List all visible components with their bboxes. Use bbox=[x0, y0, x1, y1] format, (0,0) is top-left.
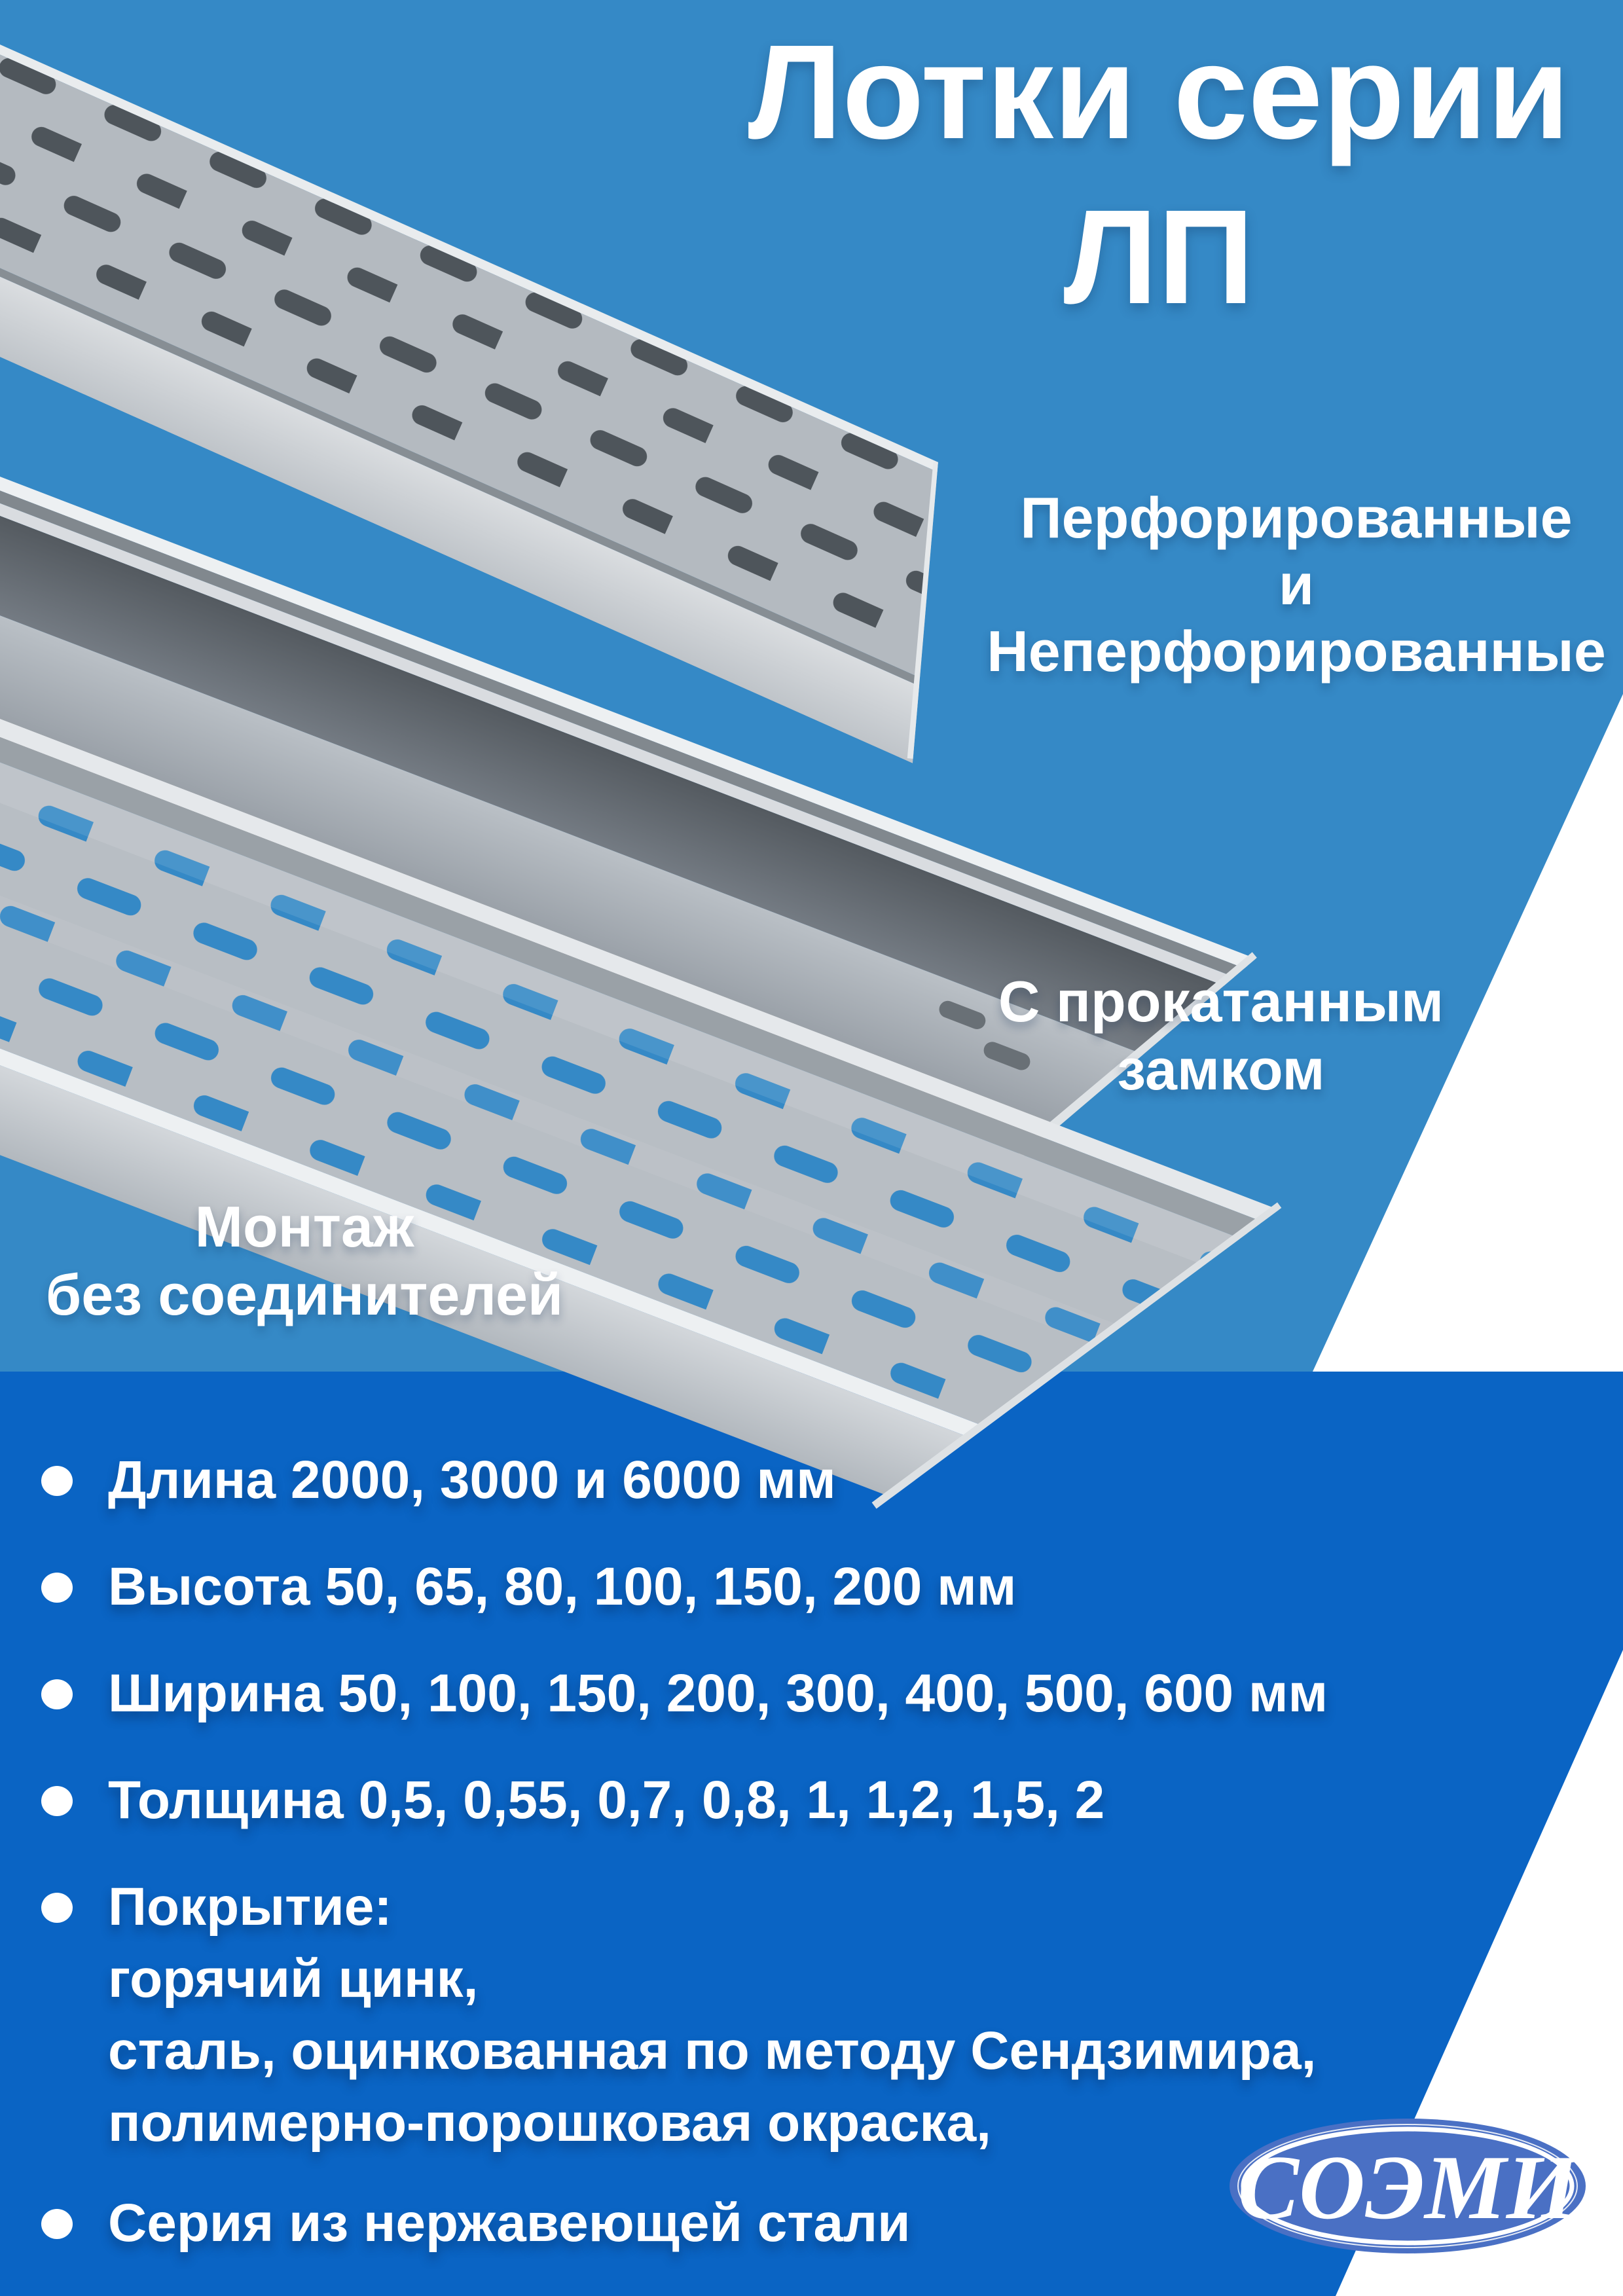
page-title bbox=[681, 10, 1623, 340]
spec-row-length bbox=[0, 1444, 1623, 1516]
spec-text-powder: полимерно-порошковая окраска, bbox=[108, 2093, 991, 2153]
spec-text-length: Длина 2000, 3000 и 6000 мм bbox=[108, 1450, 836, 1510]
spec-text-width: Ширина 50, 100, 150, 200, 300, 400, 500, 600 мм bbox=[108, 1664, 1328, 1723]
spec-text-zinc: горячий цинк, bbox=[108, 1949, 479, 2009]
page-title-line1: Лотки серии bbox=[748, 17, 1570, 167]
bullet-dot-icon bbox=[41, 1466, 73, 1496]
logo-text: СОЭМИ bbox=[1237, 2137, 1578, 2238]
bullet-dot-icon bbox=[41, 1786, 73, 1816]
bullet-dot-icon bbox=[41, 2209, 73, 2239]
label-rolled-lock-line1: С прокатанным bbox=[998, 969, 1444, 1034]
spec-text-stainless: Серия из нержавеющей стали bbox=[108, 2193, 911, 2253]
label-mounting-line2: без соединителей bbox=[45, 1262, 564, 1327]
spec-row-height bbox=[0, 1551, 1623, 1623]
label-perforated-line1: Перфорированные bbox=[1020, 485, 1573, 550]
label-mounting-line1: Монтаж bbox=[194, 1194, 414, 1259]
spec-row-width bbox=[0, 1658, 1623, 1730]
spec-subrow-zinc bbox=[0, 1943, 1623, 2015]
spec-text-thickness: Толщина 0,5, 0,55, 0,7, 0,8, 1, 1,2, 1,5, 2 bbox=[108, 1770, 1105, 1830]
label-rolled-lock bbox=[864, 968, 1578, 1104]
spec-text-coating: Покрытие: bbox=[108, 1877, 392, 1937]
spec-subrow-sendzimir bbox=[0, 2015, 1623, 2087]
spec-text-height: Высота 50, 65, 80, 100, 150, 200 мм bbox=[108, 1557, 1017, 1616]
spec-text-sendzimir: сталь, оцинкованная по методу Сендзимира, bbox=[108, 2021, 1317, 2081]
label-perforated-line2: и bbox=[1278, 552, 1315, 617]
page-title-line2: ЛП bbox=[1063, 182, 1254, 332]
label-perforated bbox=[943, 484, 1623, 685]
company-logo bbox=[1228, 2117, 1588, 2255]
label-mounting bbox=[7, 1193, 602, 1329]
spec-row-coating bbox=[0, 1871, 1623, 1943]
bullet-dot-icon bbox=[41, 1679, 73, 1709]
label-rolled-lock-line2: замком bbox=[1117, 1037, 1325, 1102]
label-perforated-line3: Неперфорированные bbox=[987, 619, 1606, 683]
spec-row-thickness bbox=[0, 1764, 1623, 1836]
bullet-dot-icon bbox=[41, 1893, 73, 1923]
bullet-dot-icon bbox=[41, 1573, 73, 1603]
